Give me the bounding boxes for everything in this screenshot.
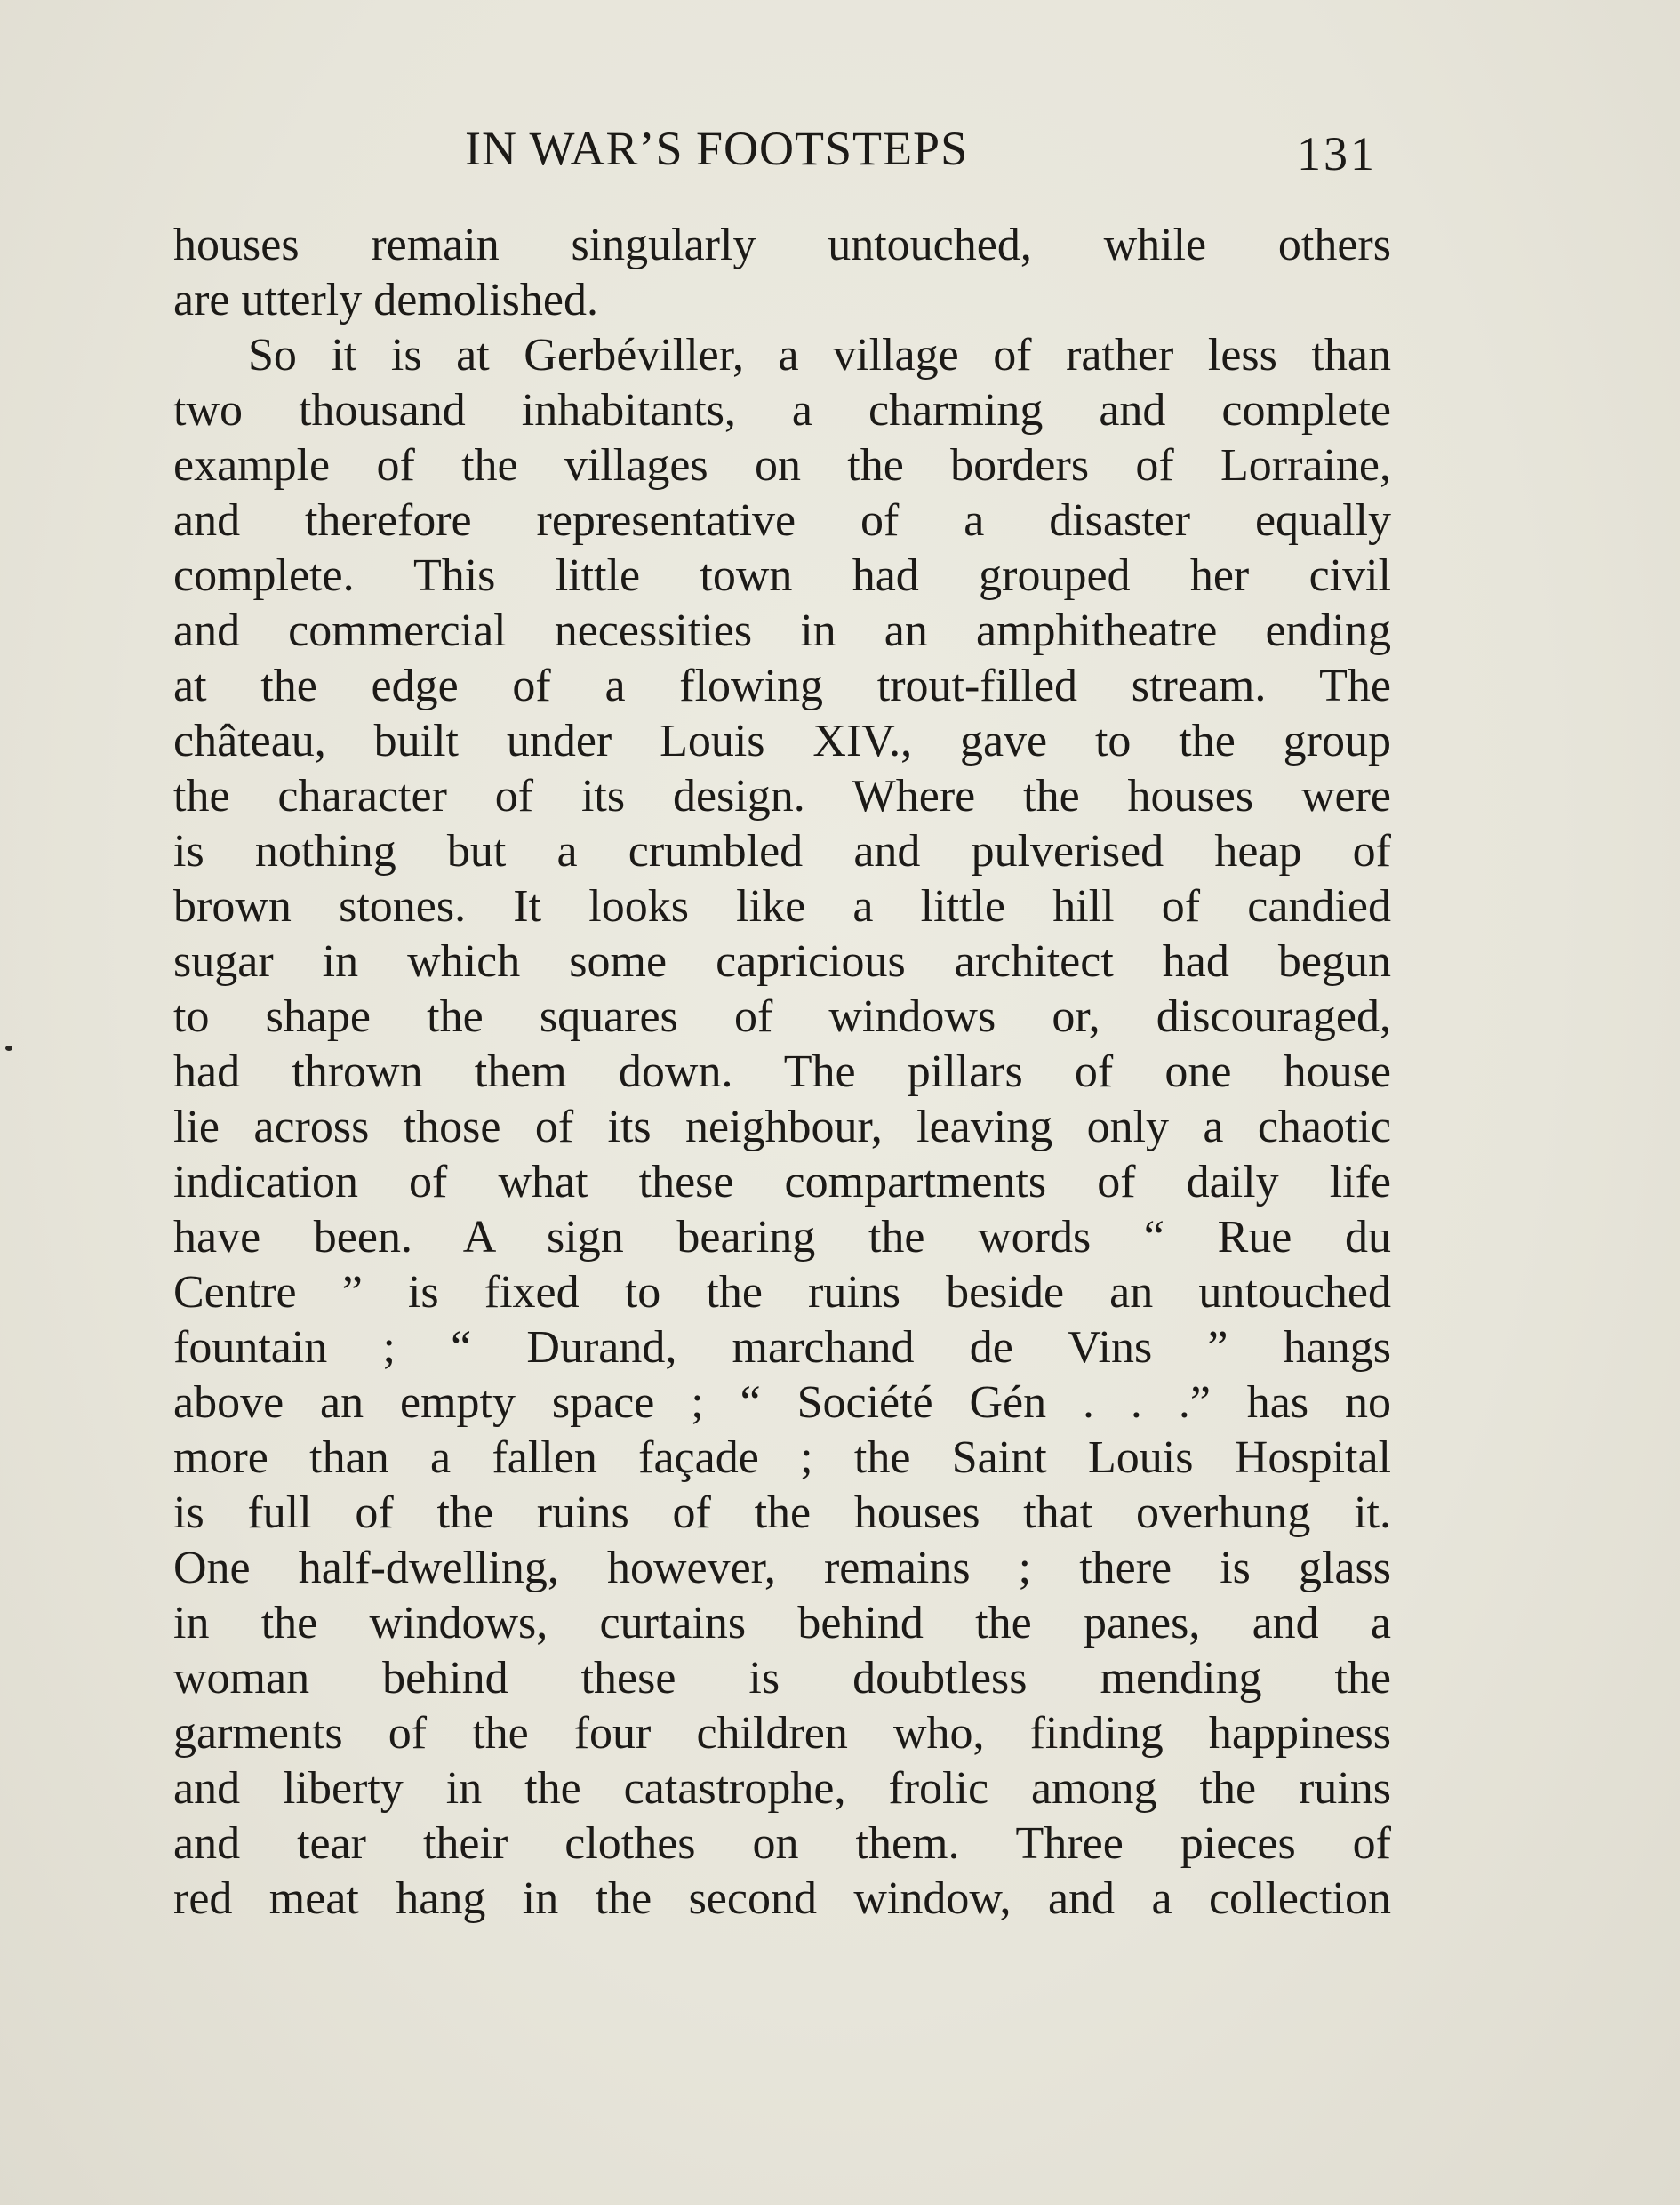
text-line: had thrown them down. The pillars of one house [173, 1046, 1391, 1097]
text-line: to shape the squares of windows or, discouraged, [173, 991, 1391, 1042]
text-line: at the edge of a flowing trout-filled stream. The [173, 661, 1391, 711]
text-line: is nothing but a crumbled and pulverised heap of [173, 826, 1391, 877]
text-line: example of the villages on the borders of Lorraine, [173, 440, 1391, 491]
text-line: woman behind these is doubtless mending the [173, 1653, 1391, 1704]
text-line: the character of its design. Where the houses were [173, 771, 1391, 822]
text-line: more than a fallen façade ; the Saint Louis Hospital [173, 1432, 1391, 1483]
body-text [173, 218, 1391, 1927]
paragraph-start-line: So it is at Gerbéviller, a village of rather less than [248, 330, 1391, 381]
text-line: red meat hang in the second window, and a collection [173, 1873, 1391, 1924]
text-line: is full of the ruins of the houses that overhung it. [173, 1487, 1391, 1538]
text-line: Centre ” is fixed to the ruins beside an untouched [173, 1267, 1391, 1318]
text-line: complete. This little town had grouped her civil [173, 550, 1391, 601]
text-line: and liberty in the catastrophe, frolic among the ruins [173, 1763, 1391, 1814]
page-number: 131 [1297, 127, 1377, 180]
text-line: indication of what these compartments of daily life [173, 1157, 1391, 1207]
text-line: and commercial necessities in an amphitheatre ending [173, 605, 1391, 656]
running-head [173, 121, 1391, 183]
text-line: fountain ; “ Durand, marchand de Vins ” hangs [173, 1322, 1391, 1373]
text-line: and therefore representative of a disaster equally [173, 495, 1391, 546]
text-line: are utterly demolished. [173, 275, 598, 325]
text-line: and tear their clothes on them. Three pieces of [173, 1818, 1391, 1869]
text-line: lie across those of its neighbour, leaving only a chaotic [173, 1102, 1391, 1152]
running-title: IN WAR’S FOOTSTEPS [465, 122, 969, 175]
text-line: have been. A sign bearing the words “ Rue du [173, 1212, 1391, 1263]
margin-speck [5, 1046, 12, 1051]
text-line: garments of the four children who, finding happiness [173, 1708, 1391, 1759]
text-line: in the windows, curtains behind the panes, and a [173, 1598, 1391, 1648]
text-line: houses remain singularly untouched, while others [173, 220, 1391, 270]
text-line: château, built under Louis XIV., gave to the group [173, 716, 1391, 766]
text-line: above an empty space ; “ Société Gén . . .” has no [173, 1377, 1391, 1428]
text-line: One half-dwelling, however, remains ; there is glass [173, 1543, 1391, 1593]
text-line: two thousand inhabitants, a charming and complete [173, 385, 1391, 436]
text-line: sugar in which some capricious architect had begun [173, 936, 1391, 987]
text-line: brown stones. It looks like a little hill of candied [173, 881, 1391, 932]
